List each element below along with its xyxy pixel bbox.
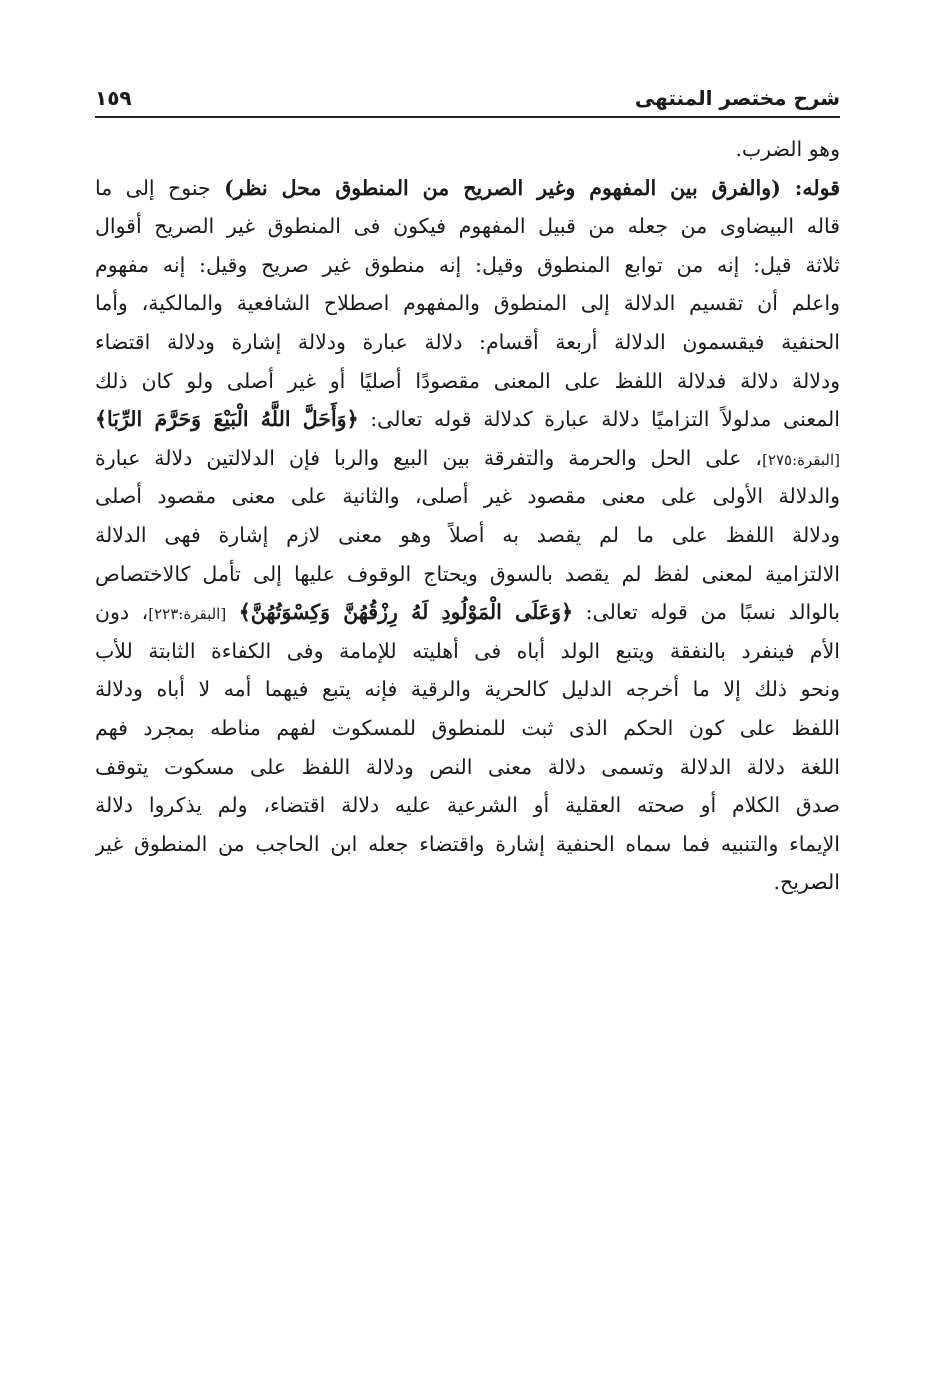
text-line-13 <box>95 593 840 632</box>
text-fragment: ، على الحل والحرمة والتفرقة بين البيع والربا فإن الدلالتين دلالة عبارة <box>95 445 763 470</box>
text-line-11: ودلالة اللفظ على ما لم يقصد به أصلاً وهو معنى لازم إشارة فهى الدلالة <box>95 522 840 547</box>
text-fragment: ، دون <box>95 600 149 625</box>
text-line-20: الصريح. <box>773 870 840 895</box>
text-fragment: بالوالد نسبًا من قوله تعالى: <box>573 600 840 625</box>
text-fragment: المعنى مدلولاً التزاميًا دلالة عبارة كدلالة قوله تعالى: <box>358 407 840 432</box>
text-line-18: صدق الكلام أو صحته العقلية أو الشرعية عليه دلالة اقتضاء، ولم يذكروا دلالة <box>95 793 840 818</box>
text-line-5: واعلم أن تقسيم الدلالة إلى المنطوق والمفهوم اصطلاح الشافعية والمالكية، وأما <box>95 291 840 316</box>
text-line-8 <box>95 400 840 439</box>
text-line-16: اللفظ على كون الحكم الذى ثبت للمنطوق للمسكوت لفهم مناطه بمجرد فهم <box>95 715 840 740</box>
text-line-19: الإيماء والتنبيه فما سماه الحنفية إشارة واقتضاء جعله ابن الحاجب من المنطوق غير <box>95 831 840 856</box>
text-line-7: ودلالة دلالة فدلالة اللفظ على المعنى مقصودًا أصليًا أو غير أصلى ولو كان ذلك <box>95 368 840 393</box>
quran-verse: ﴿وَأَحَلَّ اللَّهُ الْبَيْعَ وَحَرَّمَ الرِّبَا﴾ <box>95 407 359 432</box>
text-line-4: ثلاثة قيل: إنه من توابع المنطوق وقيل: إنه منطوق غير صريح وقيل: إنه مفهوم <box>95 252 840 277</box>
page-header <box>95 80 840 118</box>
text-line-17: اللغة دلالة الدلالة وتسمى دلالة معنى النص ودلالة اللفظ على مسكوت يتوقف <box>95 754 840 779</box>
text-fragment: جنوح إلى ما <box>95 175 225 200</box>
verse-reference: [البقرة:٢٧٥] <box>762 450 840 469</box>
text-line-9 <box>95 439 840 478</box>
text-line-10: والدلالة الأولى على معنى مقصود غير أصلى، والثانية على معنى مقصود أصلى <box>95 484 840 509</box>
text-line-6: الحنفية فيقسمون الدلالة أربعة أقسام: دلالة عبارة ودلالة إشارة ودلالة اقتضاء <box>95 329 840 354</box>
text-line-14: الأم فينفرد بالنفقة ويتبع الولد أباه فى أهليته للإمامة وفى الكفاءة الثابتة للأب <box>95 638 840 663</box>
text-line-1: وهو الضرب. <box>735 137 840 161</box>
text-line-15: ونحو ذلك إلا ما أخرجه الدليل كالحرية والرقية فإنه يتبع فيهما أمه لا أباه ودلالة <box>95 677 840 702</box>
text-line-12: الالتزامية لمعنى لفظ لم يقصد بالسوق ويحتاج الوقوف عليها إلى تأمل كالاختصاص <box>95 561 840 586</box>
quran-verse: ﴿وَعَلَى الْمَوْلُودِ لَهُ رِزْقُهُنَّ وَكِسْوَتُهُنَّ﴾ <box>238 600 574 625</box>
page-body <box>95 130 840 902</box>
text-line-3: قاله البيضاوى من جعله من قبيل المفهوم فيكون فى المنطوق غير الصريح أقوال <box>95 214 840 239</box>
text-line-2 <box>95 169 840 208</box>
bold-quote: قوله: (والفرق بين المفهوم وغير الصريح من المنطوق محل نظر) <box>224 175 840 200</box>
book-title: شرح مختصر المنتهى <box>634 86 840 110</box>
verse-reference: [البقرة:٢٢٣] <box>148 605 227 624</box>
page-number: ١٥٩ <box>95 86 132 110</box>
